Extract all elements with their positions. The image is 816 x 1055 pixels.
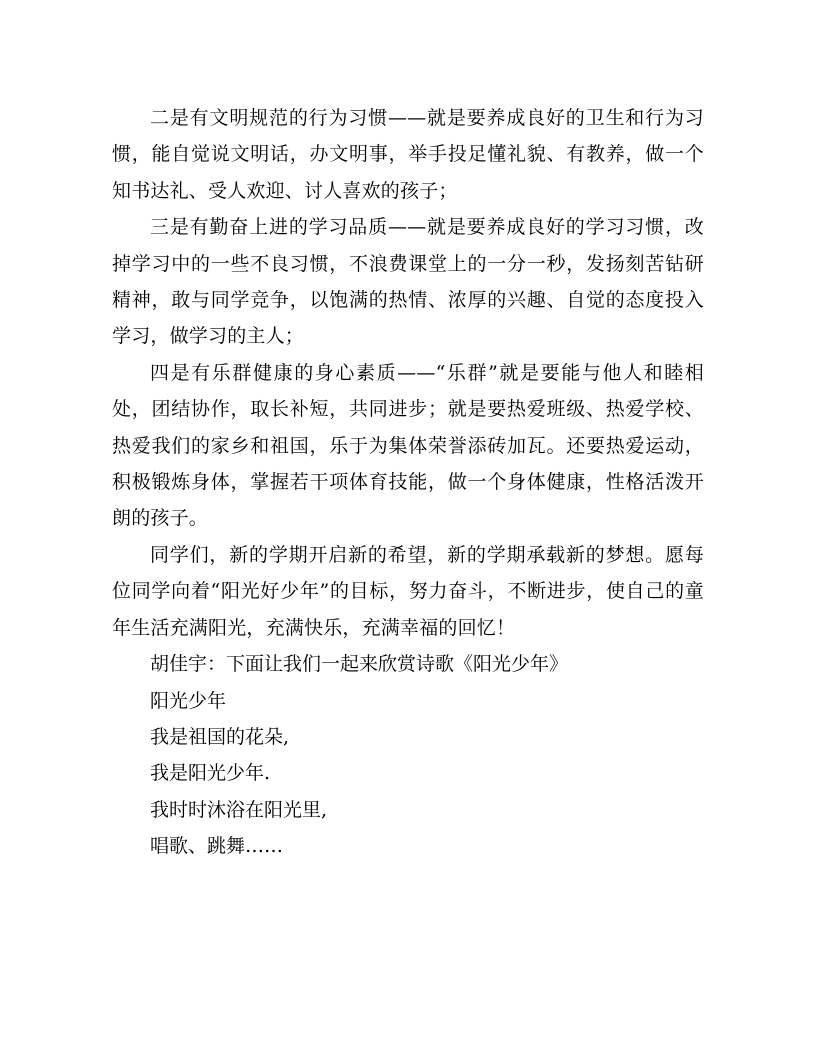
document-page [112,100,704,865]
poem-line: 唱歌、跳舞…… [150,835,284,858]
paragraph-closing-wishes: 同学们，新的学期开启新的希望，新的学期承载新的梦想。愿每位同学向着“阳光好少年”的目标，努力奋斗，不断进步，使自己的童年生活充满阳光，充满快乐，充满幸福的回忆！ [112,543,704,639]
paragraph-study-quality: 三是有勤奋上进的学习品质——就是要养成良好的学习习惯，改掉学习中的一些不良习惯，不浪费课堂上的一分一秒，发扬刻苦钻研精神，敢与同学竞争，以饱满的热情、浓厚的兴趣、自觉的态度投入学习，做学习的主人； [112,216,704,348]
poem-line: 我是阳光少年. [150,762,271,785]
host-introduction-line: 胡佳宇：下面让我们一起来欣赏诗歌《阳光少年》 [150,653,569,676]
paragraph-civilized-habits: 二是有文明规范的行为习惯——就是要养成良好的卫生和行为习惯，能自觉说文明话，办文明事，举手投足懂礼貌、有教养，做一个知书达礼、受人欢迎、讨人喜欢的孩子； [112,107,704,202]
paragraph-health-quality: 四是有乐群健康的身心素质——“乐群”就是要能与他人和睦相处，团结协作，取长补短，共同进步；就是要热爱班级、热爱学校、热爱我们的家乡和祖国，乐于为集体荣誉添砖加瓦。还要热爱运动，积极锻炼身体，掌握若干项体育技能，做一个身体健康，性格活泼开朗的孩子。 [112,361,704,530]
poem-line: 我是祖国的花朵, [150,725,290,748]
poem-title: 阳光少年 [150,689,227,712]
poem-line: 我时时沐浴在阳光里, [150,798,328,821]
